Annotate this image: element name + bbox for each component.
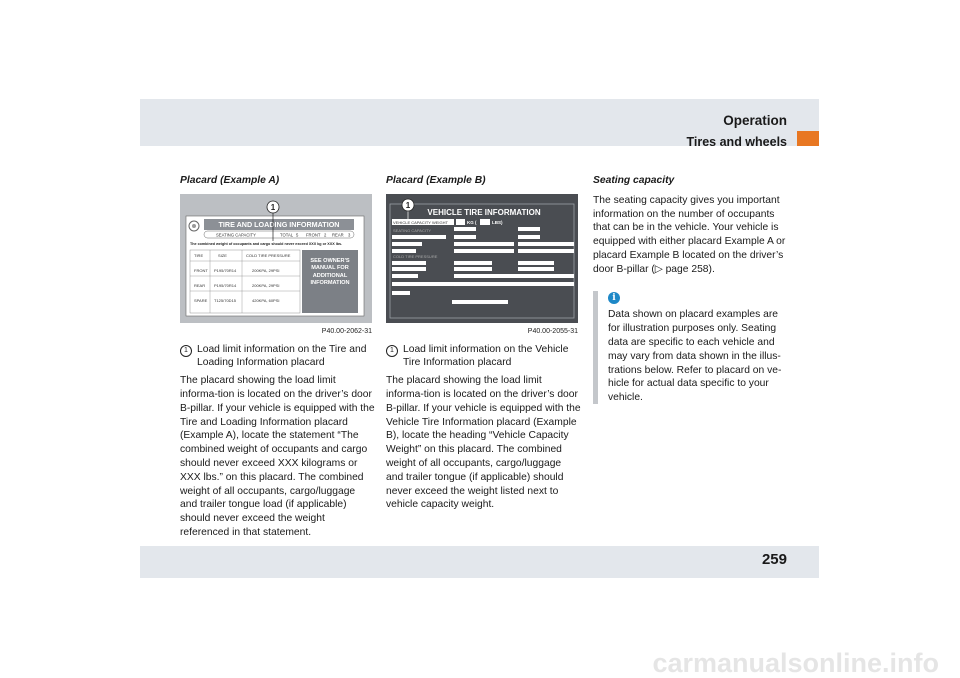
caption-b: [386, 343, 581, 371]
svg-text:SIZE: SIZE: [218, 252, 227, 258]
svg-text:1: 1: [270, 202, 276, 212]
heading-placard-a: Placard (Example A): [180, 175, 280, 186]
svg-text:TIRE: TIRE: [194, 252, 204, 258]
svg-text:SEATING CAPACITY: SEATING CAPACITY: [393, 227, 432, 233]
placard-a-title: TIRE AND LOADING INFORMATION: [218, 219, 340, 229]
svg-text:P195/70R14: P195/70R14: [214, 267, 237, 273]
heading-placard-b: Placard (Example B): [386, 175, 486, 186]
subsection-title: Tires and wheels: [686, 135, 787, 149]
column-placard-a: [180, 174, 375, 540]
svg-text:1: 1: [405, 200, 411, 210]
caption-text-a: Load limit information on the Tire and Loading Information placard: [197, 343, 367, 369]
svg-text:FRONT: FRONT: [306, 232, 321, 238]
placard-b-illustration: [386, 194, 578, 323]
svg-text:COLD TIRE PRESSURE: COLD TIRE PRESSURE: [393, 253, 438, 259]
info-box: [593, 291, 791, 405]
placard-a-illustration: [180, 194, 372, 323]
column-placard-b: [386, 174, 581, 512]
caption-a: [180, 343, 375, 371]
body-text-b: The placard showing the load limit informa-tion is located on the driver’s door B-pillar. If your vehicle is equipped with the Vehicle Tire Information placard (Example B), locate the heading “Vehicle Capacity Weight” on this placard. The combined weight of all occupants, cargo/luggage and trailer tongue (if applicable) should never exceed the weight listed next to vehicle capacity weight.: [386, 375, 581, 511]
column-seating-capacity: [593, 174, 791, 405]
figure-placard-b: [386, 194, 578, 323]
section-tab: [797, 131, 819, 146]
caption-number-a: 1: [180, 345, 192, 357]
svg-text:REAR: REAR: [194, 282, 206, 288]
section-title: Operation: [723, 113, 787, 128]
svg-text:200KPA, 29PSI: 200KPA, 29PSI: [252, 267, 280, 273]
svg-text:LBS): LBS): [492, 219, 503, 225]
caption-text-b: Load limit information on the Vehicle Tire Information placard: [403, 343, 569, 369]
info-bar: [593, 291, 598, 404]
svg-text:420KPA, 60PSI: 420KPA, 60PSI: [252, 297, 280, 303]
info-icon: i: [608, 292, 620, 304]
placard-b-title: VEHICLE TIRE INFORMATION: [427, 207, 541, 217]
svg-text:SEATING CAPACITY: SEATING CAPACITY: [216, 232, 256, 238]
page-number: 259: [761, 551, 787, 568]
svg-text:200KPA, 29PSI: 200KPA, 29PSI: [252, 282, 280, 288]
svg-text:COLD TIRE PRESSURE: COLD TIRE PRESSURE: [246, 252, 291, 258]
svg-text:KG (: KG (: [467, 219, 477, 225]
svg-text:5: 5: [296, 232, 299, 238]
body-text-a: The placard showing the load limit informa-tion is located on the driver’s door B-pillar. If your vehicle is equipped with the Tire and Loading Information placard (Example A), locate the statement “The combined weight of occupants and cargo should never exceed XXX kilograms or XXX lbs.” on this placard. The combined weight of all occupants, cargo/luggage and trailer tongue load (if applicable) should never exceed the weight referenced in that statement.: [180, 375, 375, 538]
watermark: carmanualsonline.info: [652, 648, 939, 678]
figure-code-b: P40.00-2055-31: [527, 327, 578, 335]
svg-text:P195/70R14: P195/70R14: [214, 282, 237, 288]
svg-text:SPARE: SPARE: [194, 297, 208, 303]
body-text-seating: The seating capacity gives you important information on the number of occupants that can be in the vehicle. Your vehicle is equipped with either placard Example A or placard Example B located on the driver’s door B-pillar (▷ page 258).: [593, 194, 786, 275]
vehicle-capacity-weight-label: VEHICLE CAPACITY WEIGHT: [393, 219, 448, 225]
placard-a-side-note: SEE OWNER'S MANUAL FOR ADDITIONAL INFORMATION: [310, 257, 350, 287]
svg-text:REAR: REAR: [332, 232, 344, 238]
figure-code-a: P40.00-2062-31: [321, 327, 372, 335]
figure-placard-a: [180, 194, 372, 323]
caption-number-b: 1: [386, 345, 398, 357]
svg-text:2: 2: [324, 232, 327, 238]
svg-text:TOTAL: TOTAL: [280, 232, 294, 238]
svg-text:FRONT: FRONT: [194, 267, 208, 273]
heading-seating-capacity: Seating capacity: [593, 175, 675, 186]
svg-text:3: 3: [348, 232, 351, 238]
placard-a-statement: The combined weight of occupants and cargo should never exceed XXX kg or XXX lbs.: [190, 241, 343, 246]
footer-band: [140, 546, 819, 578]
info-text: Data shown on placard examples are for illustration purposes only. Seating data are specific to each vehicle and may vary from data shown in the illus-trations below. Refer to placard on ve-hicle for actual data specific to your vehicle.: [608, 309, 782, 404]
svg-text:T125/70D15: T125/70D15: [214, 297, 237, 303]
